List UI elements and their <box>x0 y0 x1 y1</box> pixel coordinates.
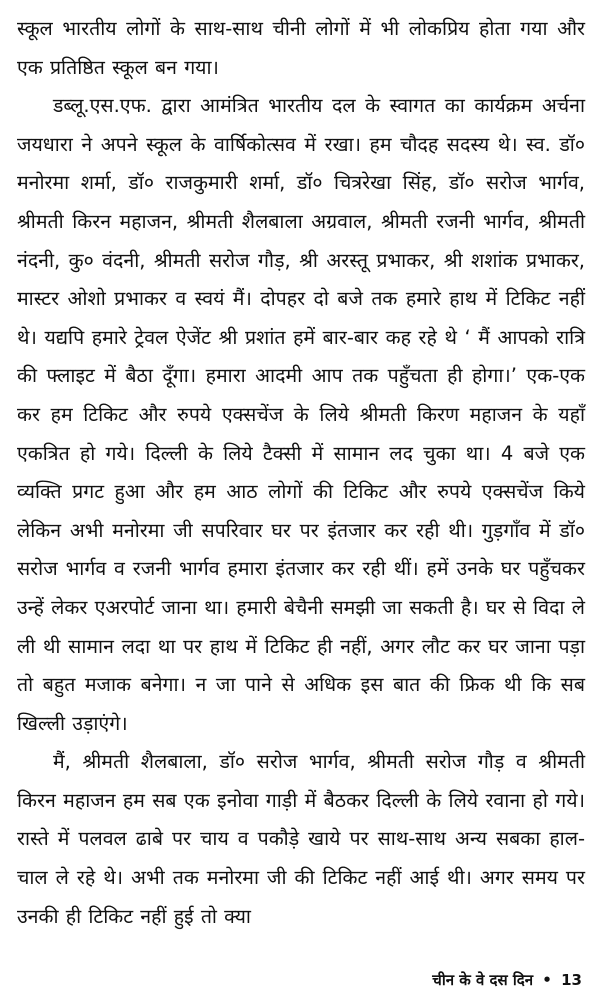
footer-book-title: चीन के वे दस दिन <box>432 971 534 989</box>
footer-bullet: • <box>542 971 552 989</box>
page-footer <box>432 970 582 990</box>
page-body <box>17 10 585 936</box>
paragraph-1: स्कूल भारतीय लोगों के साथ-साथ चीनी लोगों में भी लोकप्रिय होता गया और एक प्रतिष्ठित स्कूल बन गया। <box>17 17 585 79</box>
page-number: 13 <box>561 971 582 989</box>
paragraph-2: डब्लू.एस.एफ. द्वारा आमंत्रित भारतीय दल के स्वागत का कार्यक्रम अर्चना जयधारा ने अपने स्कूल के वार्षिकोत्सव में रखा। हम चौदह सदस्य थे। स्व. डॉ० मनोरमा शर्मा, डॉ० राजकुमारी शर्मा, डॉ० चित्ररेखा सिंह, डॉ० सरोज भार्गव, श्रीमती किरन महाजन, श्रीमती शैलबाला अग्रवाल, श्रीमती रजनी भार्गव, श्रीमती नंदनी, कु० वंदनी, श्रीमती सरोज गौड़, श्री अरस्तू प्रभाकर, श्री शशांक प्रभाकर, मास्टर ओशो प्रभाकर व स्वयं मैं। दोपहर दो बजे तक हमारे हाथ में टिकिट नहीं थे। यद्यपि हमारे ट्रेवल ऐजेंट श्री प्रशांत हमें बार-बार कह रहे थे ‘ मैं आपको रात्रि की फ्लाइट में बैठा दूँगा। हमारा आदमी आप तक पहुँचता ही होगा।’ एक-एक कर हम टिकिट और रुपये एक्सचेंज के लिये श्रीमती किरण महाजन के यहाँ एकत्रित हो गये। दिल्ली के लिये टैक्सी में सामान लद चुका था। 4 बजे एक व्यक्ति प्रगट हुआ और हम आठ लोगों की टिकिट और रुपये एक्सचेंज किये लेकिन अभी मनोरमा जी सपरिवार घर पर इंतजार कर रही थी। गुड़गाँव में डॉ० सरोज भार्गव व रजनी भार्गव हमारा इंतजार कर रही थीं। हमें उनके घर पहुँचकर उन्हें लेकर एअरपोर्ट जाना था। हमारी बेचैनी समझी जा सकती है। घर से विदा ले ली थी सामान लदा था पर हाथ में टिकिट ही नहीं, अगर लौट कर घर जाना पड़ा तो बहुत मजाक बनेगा। न जा पाने से अधिक इस बात की फ्रिक थी कि सब खिल्ली उड़ाएंगे। <box>17 94 585 735</box>
paragraph-3: मैं, श्रीमती शैलबाला, डॉ० सरोज भार्गव, श्रीमती सरोज गौड़ व श्रीमती किरन महाजन हम सब एक इनोवा गाड़ी में बैठकर दिल्ली के लिये रवाना हो गये। रास्ते में पलवल ढाबे पर चाय व पकौड़े खाये पर साथ-साथ अन्य सबका हाल-चाल ले रहे थे। अभी तक मनोरमा जी की टिकिट नहीं आई थी। अगर समय पर उनकी ही टिकिट नहीं हुई तो क्या <box>17 750 585 928</box>
